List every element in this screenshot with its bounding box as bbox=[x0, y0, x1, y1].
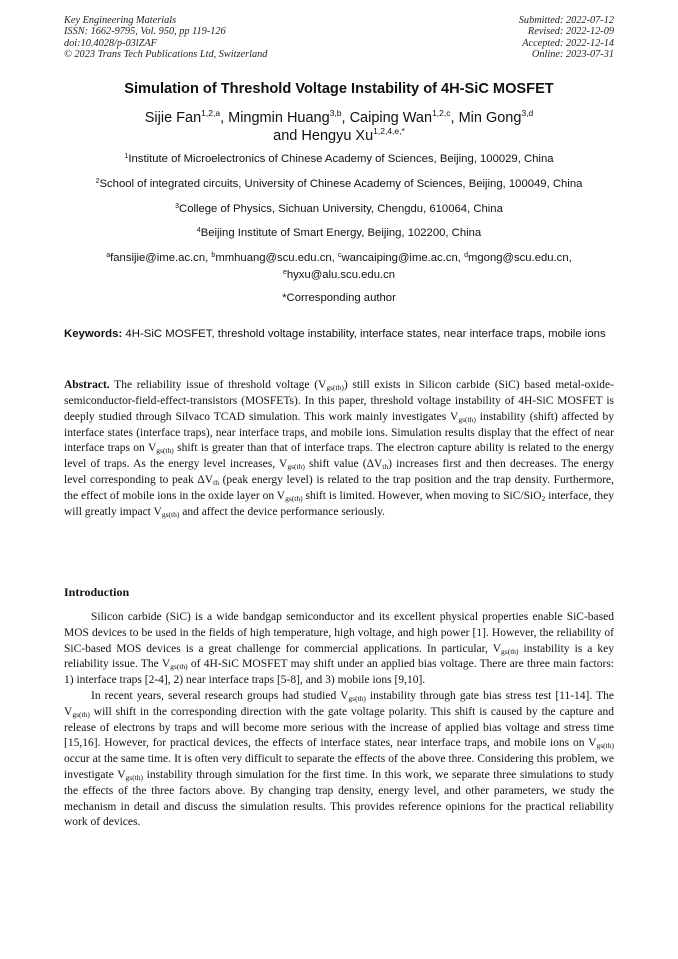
accepted-date: Accepted: 2022-12-14 bbox=[522, 37, 614, 49]
subscript: th bbox=[213, 478, 219, 488]
introduction-paragraph: In recent years, several research groups had studied $V_{gs(th)}$ instability through gate bias stress test [11-14]. The $V_{gs(th)}$ will shift in the corresponding direction with the gate voltage polarity. This shift is caused by the capture and release of electrons by traps and will become more serious with the increase of applied bias voltage and stress time [15,16]. However, for practical devices, the effects of interface states, near interface traps, and mobile ions on $V_{gs(th)}$ occur at the same time. It is often very difficult to separate the effects of the above three. Considering this problem, we investigate $V_{gs(th)}$ instability through simulation for the first time. In this work, we separate three simulations to study the effects of the three factors above. By changing trap density, energy level, and other parameters, we study the mechanism in detail and discuss the simulation results. This provides reference opinions for the practical reliability work of devices. bbox=[64, 689, 614, 829]
subscript: gs(th) bbox=[161, 509, 180, 519]
author-separator: , bbox=[220, 110, 229, 126]
journal-name: Key Engineering Materials bbox=[64, 15, 177, 26]
author: Hengyu Xu bbox=[301, 128, 374, 144]
email-mark: a bbox=[106, 252, 111, 259]
author-affiliation-marks: 3,d bbox=[521, 108, 534, 118]
email-link[interactable]: fansijie@ime.ac.cn bbox=[110, 252, 206, 264]
email-mark: b bbox=[211, 252, 216, 259]
keywords-label: Keywords: bbox=[64, 328, 123, 340]
doi-line[interactable]: doi:10.4028/p-03lZAF bbox=[64, 37, 157, 49]
author-affiliation-marks: 1,2,4,e,* bbox=[373, 126, 405, 136]
affiliation-number: 1 bbox=[124, 153, 129, 160]
affiliation-number: 4 bbox=[196, 227, 201, 234]
revised-date: Revised: 2022-12-09 bbox=[527, 26, 614, 38]
author-separator: , bbox=[341, 110, 350, 126]
abstract-text: The reliability issue of threshold voltage $(V_{gs(th)})$ still exists in Silicon carbide (SiC) based metal-oxide-semiconductor-field-effect-transistors (MOSFETs). In this paper, threshold voltage instability of 4H-SiC MOSFET is deeply studied through Silvaco TCAD simulation. This work mainly investigates $V_{gs(th)}$ instability (shift) affected by interface states (interface traps), near interface traps, and mobile ions. Simulation results display that the effect of near interface traps on $V_{gs(th)}$ shift is greater than that of interface traps. The electron capture ability is related to the energy level of traps. As the energy level increases, $V_{gs(th)}$ shift value $(\Delta V_{th})$ increases first and then decreases. The energy level corresponding to peak $\Delta V_{th}$ (peak energy level) is related to the trap position and the trap density. Furthermore, the effect of mobile ions in the oxide layer on $V_{gs(th)}$ shift is limited. However, when moving to SiC/SiO$_2$ interface, they will greatly impact $V_{gs(th)}$ and affect the device performance seriously. bbox=[64, 379, 615, 519]
affiliation-number: 3 bbox=[175, 203, 180, 210]
subscript: th bbox=[382, 462, 389, 472]
subscript: gs(th) bbox=[596, 741, 614, 751]
email-mark: d bbox=[464, 252, 468, 259]
issn-line: ISSN: 1662-9795, Vol. 950, pp 119-126 bbox=[64, 26, 226, 38]
author-affiliation-marks: 1,2,a bbox=[201, 108, 221, 118]
author-list bbox=[40, 109, 638, 145]
email-link[interactable]: mmhuang@scu.edu.cn bbox=[215, 252, 332, 264]
author-conjunction: and bbox=[273, 128, 302, 144]
subscript: gs(th) bbox=[170, 662, 188, 672]
affiliation-text: College of Physics, Sichuan University, Chengdu, 610064, China bbox=[179, 203, 503, 215]
subscript: gs(th) bbox=[72, 709, 90, 719]
email-mark: c bbox=[337, 252, 342, 259]
email-link[interactable]: hyxu@alu.scu.edu.cn bbox=[286, 269, 396, 281]
author-affiliation-marks: 1,2,c bbox=[432, 108, 451, 118]
affiliation-1 bbox=[20, 153, 658, 165]
affiliation-text: Institute of Microelectronics of Chinese Academy of Sciences, Beijing, 100029, China bbox=[128, 153, 554, 165]
subscript: 2 bbox=[541, 493, 546, 503]
keywords-text: 4H-SiC MOSFET, threshold voltage instability, interface states, near interface traps, mobile ions bbox=[125, 328, 606, 340]
introduction-heading: Introduction bbox=[64, 585, 130, 599]
affiliation-3 bbox=[20, 203, 658, 215]
author: Sijie Fan bbox=[144, 110, 202, 126]
email-link[interactable]: wancaiping@ime.ac.cn bbox=[341, 252, 458, 264]
email-mark: e bbox=[282, 269, 287, 276]
journal-header-right bbox=[519, 15, 614, 61]
author-separator: , bbox=[450, 110, 459, 126]
introduction-paragraph: Silicon carbide (SiC) is a wide bandgap semiconductor and its excellent physical properties enable SiC-based MOS devices to be used in the fields of high temperature, high voltage, and high power [1]. However, the reliability of SiC-based MOS devices is a great challenge for commercial applications. In particular, $V_{gs(th)}$ instability is a key reliability issue. The $V_{gs(th)}$ of 4H-SiC MOSFET may shift under an applied bias voltage. There are three main factors: 1) interface traps [2-4], 2) near interface traps [5-8], and 3) mobile ions [9,10]. bbox=[64, 611, 614, 687]
author: Mingmin Huang bbox=[228, 110, 330, 126]
abstract-label: Abstract. bbox=[64, 379, 110, 391]
affiliation-text: School of integrated circuits, University of Chinese Academy of Sciences, Beijing, 100049, China bbox=[99, 178, 583, 190]
affiliation-4 bbox=[20, 227, 658, 239]
abstract-block bbox=[64, 378, 614, 521]
affiliation-text: Beijing Institute of Smart Energy, Beijing, 102200, China bbox=[200, 227, 482, 239]
introduction-body bbox=[64, 610, 614, 831]
subscript: gs(th) bbox=[348, 693, 366, 703]
online-date: Online: 2023-07-31 bbox=[531, 49, 614, 61]
subscript: gs(th) bbox=[501, 646, 519, 656]
paper-title: Simulation of Threshold Voltage Instability of 4H-SiC MOSFET bbox=[124, 81, 554, 97]
author-affiliation-marks: 3,b bbox=[329, 108, 342, 118]
author: Caiping Wan bbox=[349, 110, 433, 126]
subscript: gs(th) bbox=[287, 462, 305, 472]
affiliation-2 bbox=[20, 178, 658, 190]
keywords-block bbox=[64, 326, 614, 343]
email-list: $^a$fansijie@ime.ac.cn, $^b$mmhuang@scu.edu.cn, $^c$wancaiping@ime.ac.cn, $^d$mgong@scu.edu.cn, $^e$hyxu@alu.scu.edu.cn bbox=[106, 252, 572, 281]
journal-header-left bbox=[64, 15, 267, 61]
author: Min Gong bbox=[458, 110, 522, 126]
corresponding-author-note: *Corresponding author bbox=[282, 292, 396, 304]
subscript: gs(th) bbox=[156, 446, 174, 456]
copyright-line: © 2023 Trans Tech Publications Ltd, Switzerland bbox=[64, 49, 268, 61]
subscript: gs(th) bbox=[285, 493, 303, 503]
affiliation-number: 2 bbox=[95, 178, 100, 185]
submitted-date: Submitted: 2022-07-12 bbox=[518, 15, 614, 26]
subscript: gs(th) bbox=[125, 772, 144, 782]
email-link[interactable]: mgong@scu.edu.cn bbox=[467, 252, 569, 264]
subscript: gs(th) bbox=[458, 414, 476, 424]
subscript: gs(th) bbox=[326, 383, 344, 392]
